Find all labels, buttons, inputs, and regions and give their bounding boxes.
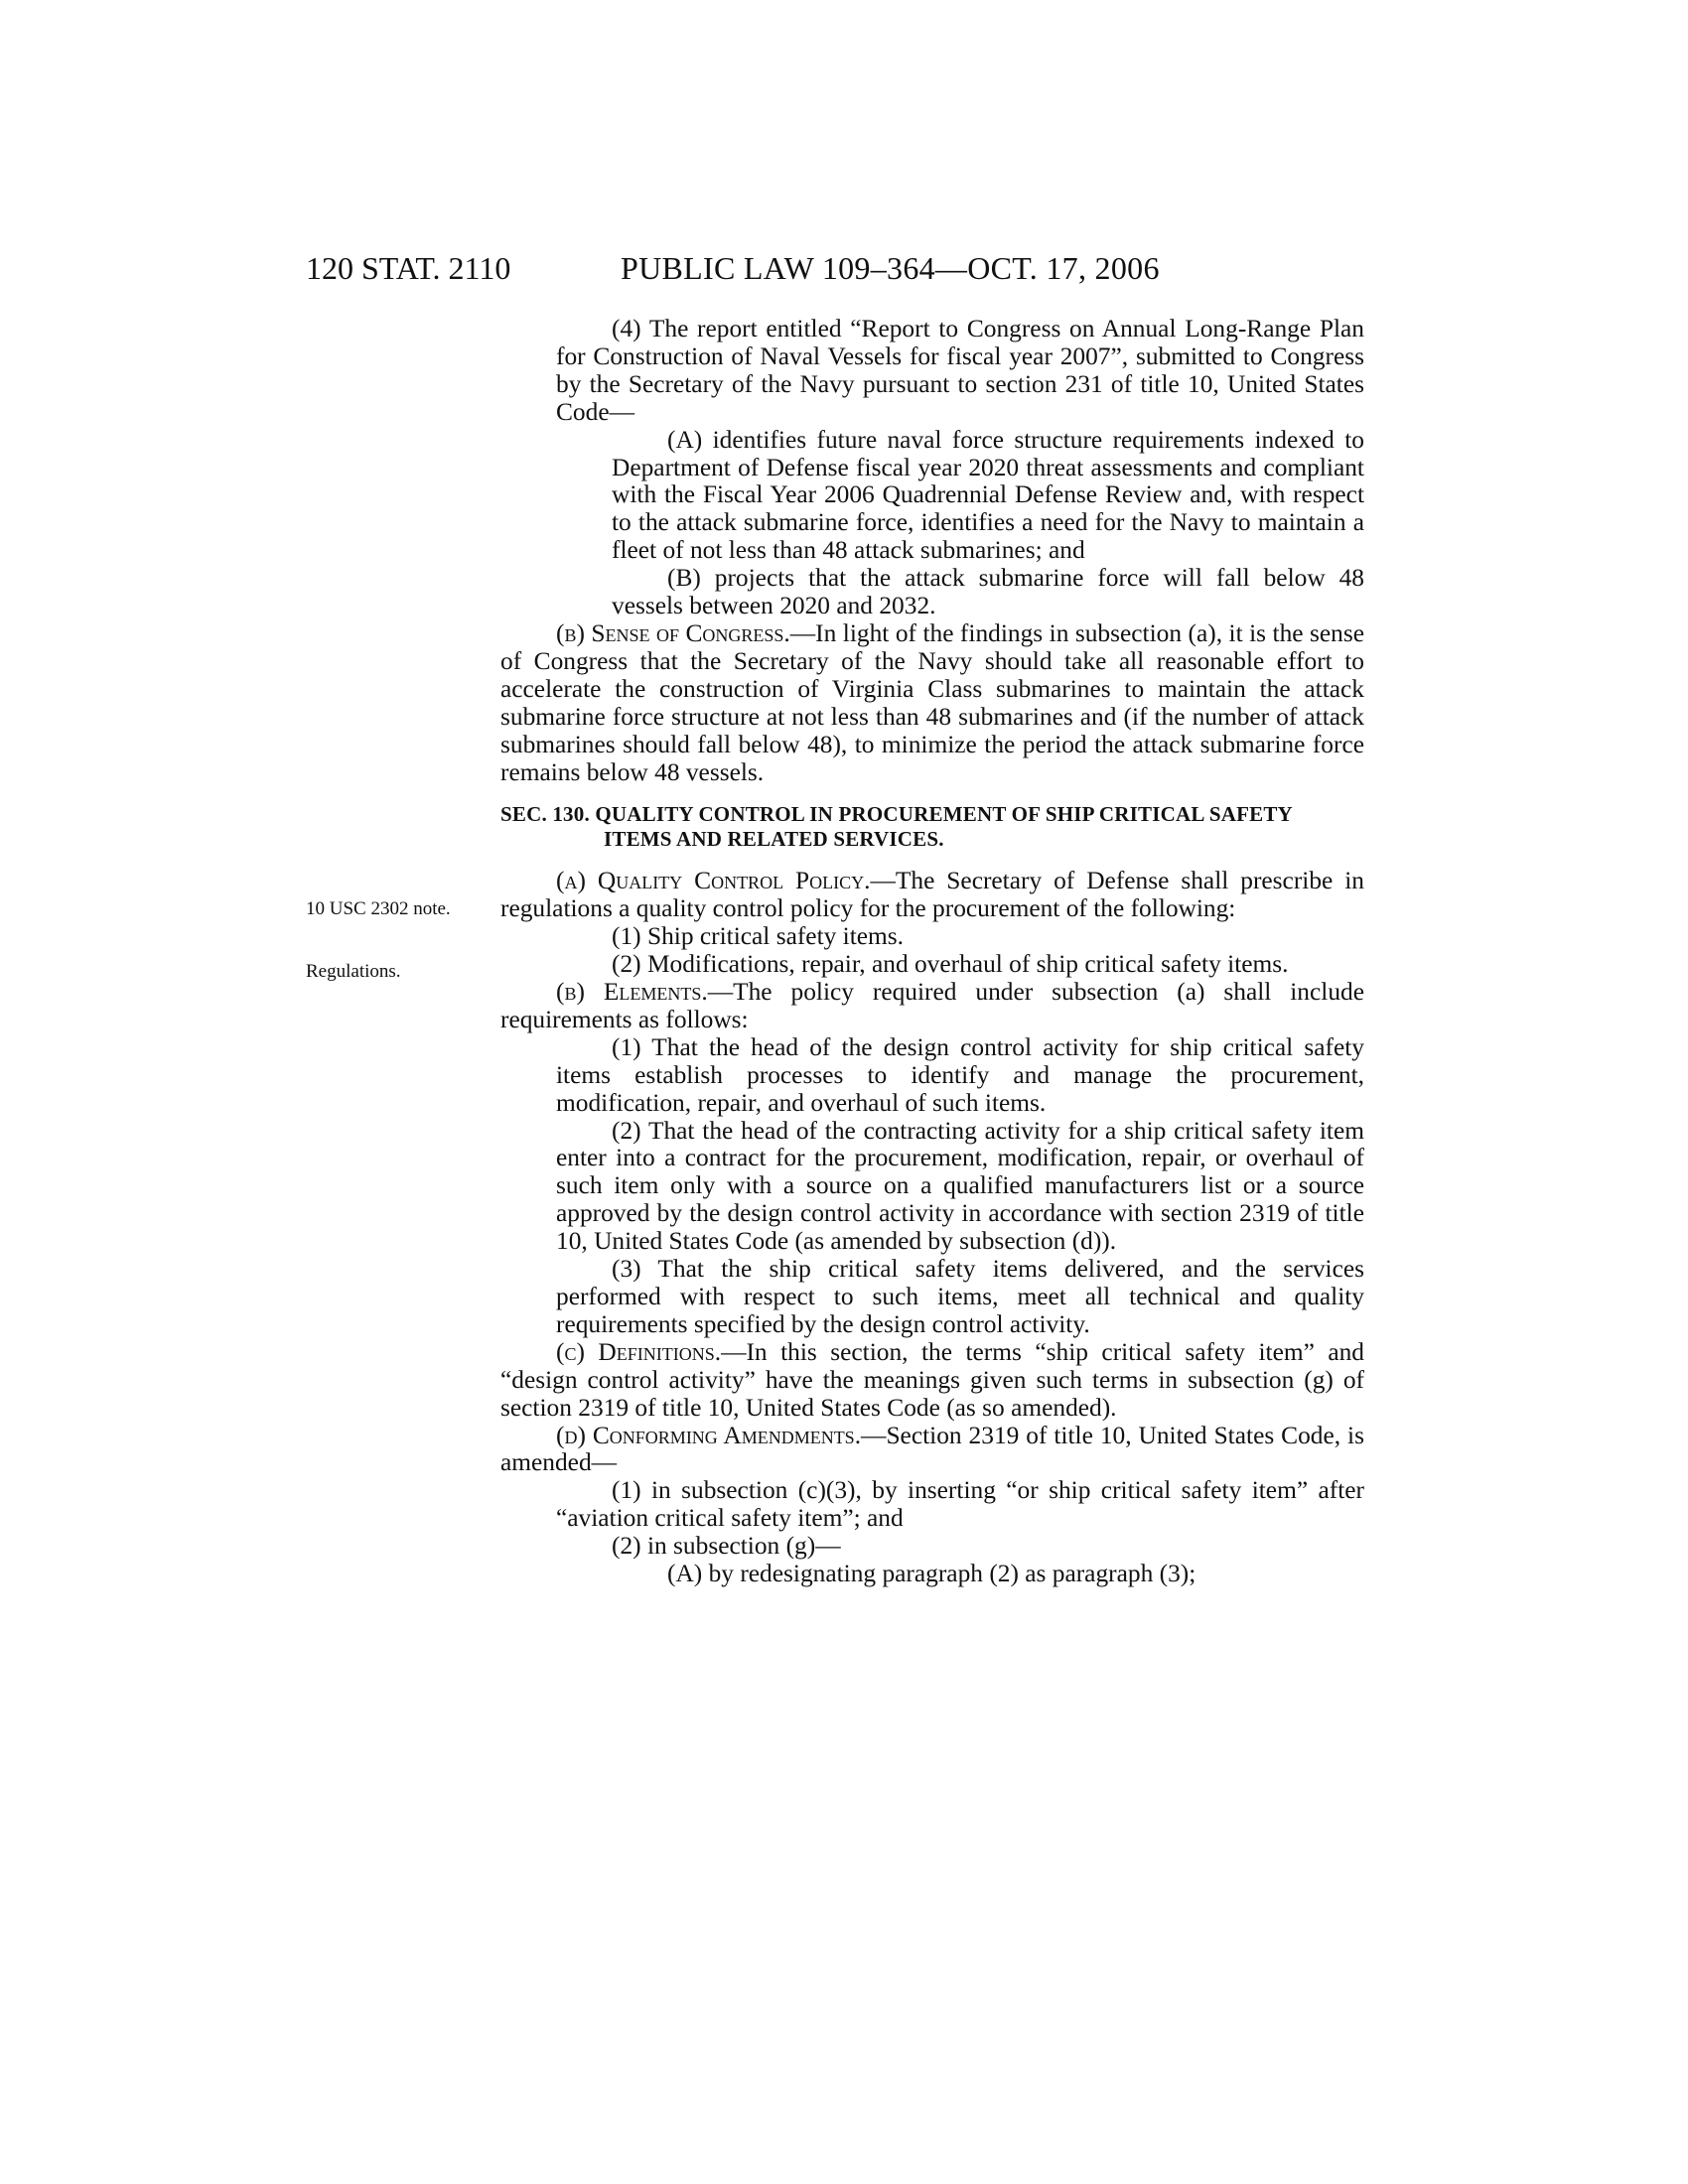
elements-text: —The policy required under subsection (a) shall include requirements as follows: [500,978,1364,1033]
subsection-d-2-A: (A) by redesignating paragraph (2) as paragraph (3); [667,1560,1196,1588]
subsection-a-heading: (a) Quality Control Policy. [556,867,871,895]
section-130-title: SEC. 130. QUALITY CONTROL IN PROCUREMENT OF SHIP CRITICAL SAFETY ITEMS AND RELATED SERVICES. [500,802,1293,852]
subsection-d-1: (1) in subsection (c)(3), by inserting “or ship critical safety item” after “aviation critical safety item”; and [556,1476,1364,1533]
subsection-b-sense [500,620,1364,786]
subsection-a-1: (1) Ship critical safety items. [612,922,905,951]
subsection-b-text: —In light of the findings in subsection (a), it is the sense of Congress that the Secretary of the Navy should take all reasonable effort to accelerate the construction of Virginia Class submarines to maintain the attack submarine force structure at not less than 48 submarines and (if the number of attack submarines should fall below 48), to minimize the period the attack submarine force remains below 48 vessels. [500,618,1364,786]
subsection-a-text: —The Secretary of Defense shall prescribe in regulations a quality control policy for the procurement of the following: [500,867,1364,923]
subsection-a-2: (2) Modifications, repair, and overhaul of ship critical safety items. [612,950,1289,979]
subsection-b-heading: (b) Sense of Congress. [556,618,790,647]
running-header: PUBLIC LAW 109–364—OCT. 17, 2006 [621,250,1160,286]
paragraph-4-B: (B) projects that the attack submarine force will fall below 48 vessels between 2020 and 2032. [612,564,1364,620]
subsection-d-heading: (d) Conforming Amendments. [556,1421,862,1449]
subsection-a [500,868,1364,923]
margin-note-regulations: Regulations. [306,961,401,982]
elements-3: (3) That the ship critical safety items delivered, and the services performed with respect to such items, meet all technical and quality requirements specified by the design control activity. [556,1255,1364,1338]
subsection-b-elements [500,979,1364,1034]
subsection-c [500,1339,1364,1423]
subsection-d-text: —Section 2319 of title 10, United States Code, is amended— [500,1421,1364,1477]
subsection-d [500,1423,1364,1478]
paragraph-4: (4) The report entitled “Report to Congress on Annual Long-Range Plan for Construction of Naval Vessels for fiscal year 2007”, submitted to Congress by the Secretary of the Navy pursuant to section 231 of title 10, United States Code— [556,315,1364,426]
paragraph-4-A: (A) identifies future naval force structure requirements indexed to Department of Defense fiscal year 2020 threat assessments and compliant with the Fiscal Year 2006 Quadrennial Defense Review and, with respect to the attack submarine force, identifies a need for the Navy to maintain a fleet of not less than 48 attack submarines; and [612,425,1364,565]
subsection-c-text: —In this section, the terms “ship critical safety item” and “design control activity” have the meanings given such terms in subsection (g) of section 2319 of title 10, United States Code (as so amended). [500,1337,1365,1422]
margin-note-usc: 10 USC 2302 note. [306,898,451,919]
elements-heading: (b) Elements. [556,978,708,1007]
elements-1: (1) That the head of the design control activity for ship critical safety items establish processes to identify and manage the procurement, modification, repair, and overhaul of such items. [556,1032,1364,1117]
page-body [500,316,1364,1588]
subsection-d-2: (2) in subsection (g)— [612,1532,841,1561]
stat-citation: 120 STAT. 2110 [306,250,511,286]
subsection-c-heading: (c) Definitions. [556,1337,722,1366]
elements-2: (2) That the head of the contracting activity for a ship critical safety item enter into a contract for the procurement, modification, repair, or overhaul of such item only with a source on a qualified manufacturers list or a source approved by the design control activity in accordance with section 2319 of title 10, United States Code (as amended by subsection (d)). [556,1116,1364,1256]
